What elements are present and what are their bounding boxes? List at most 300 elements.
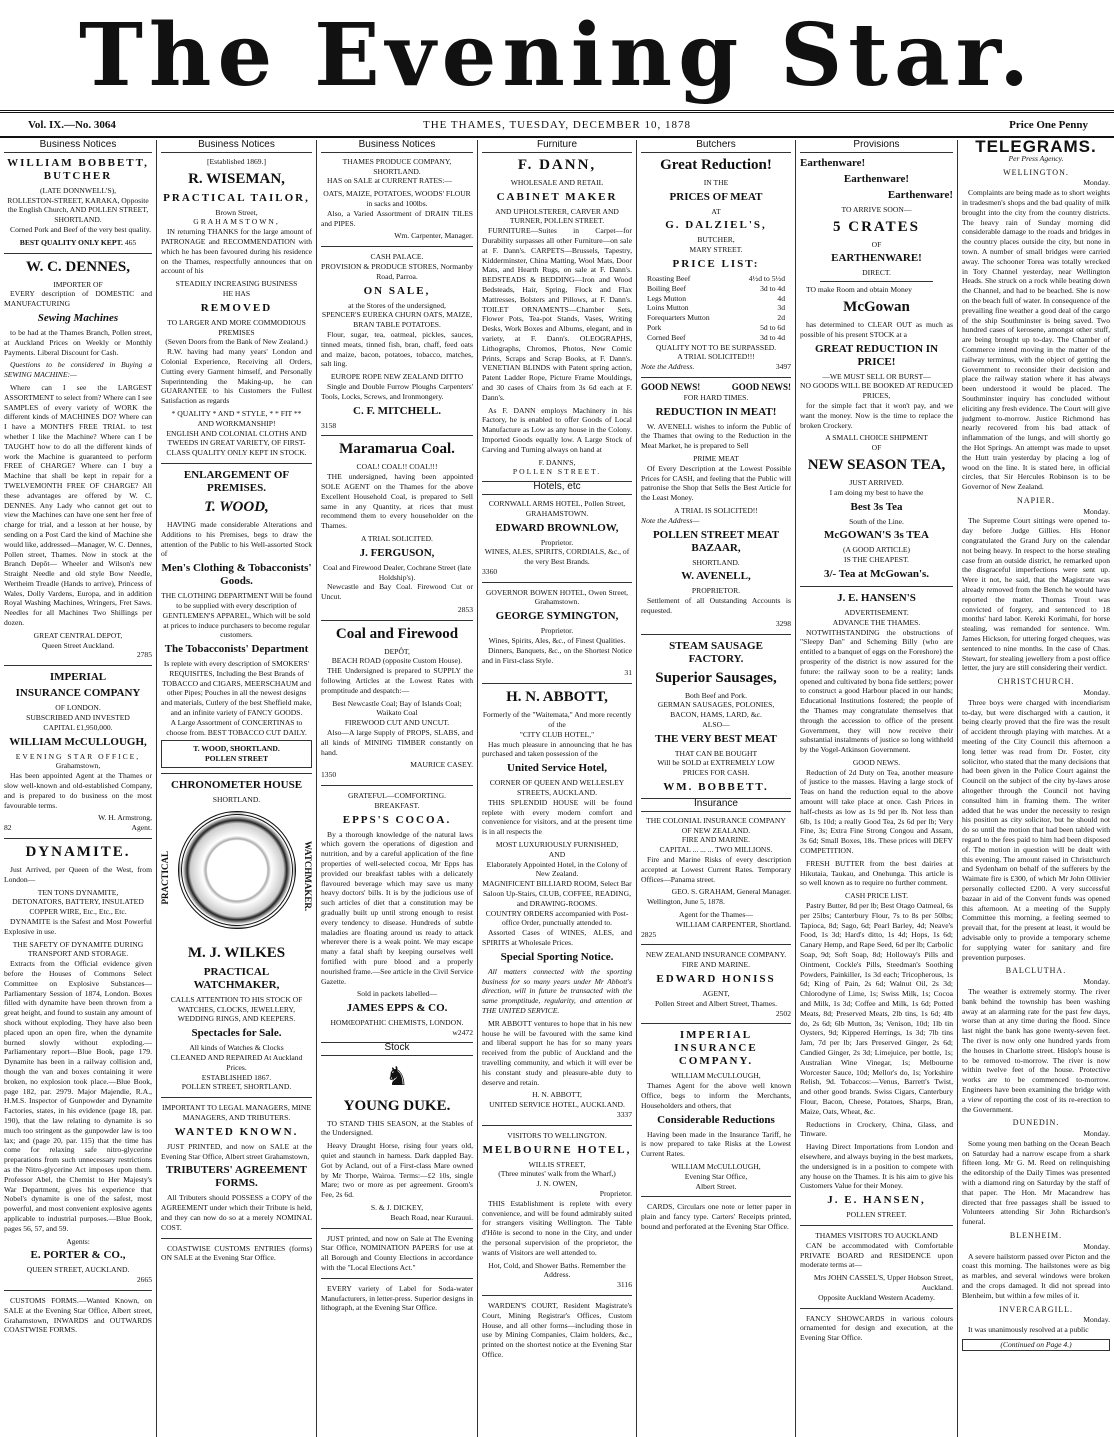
newspaper-title: The Evening Star.: [78, 5, 1036, 106]
ad-text: Pastry Butter, 8d per lb; Best Otago Oatmeal, 6s per 25lbs; Canterbury Flour, 7s to 8s per 50lbs; Tapioca, 8d; Sago, 6d; Pearl Barley, 4d; Neave's Food, 1s 3d; Hard's ditto, 1s 4d; Hops, 1s 6d; Canary Hemp, and Rape Seed, 6d per lb; Carbolic Soap, 9d; Soft Soap, 8d; Holloway's Pills and Ointment, Cockle's Pills, Steedman's Soothing Powders, Painkiller, 1s 3d each; Tricopherous, 1s 6d; King of Pain, 2s 6d; Walnut Oil, 2s 3d; Chlorodyne of Lime, 1s; Swiss Milk, 1s; Cocoa and Milk, 1s 3d; Coffee and Milk, 1s 6d; Potted Meats, 8d; Preserved Meats, 2lb tins, 1s 6d; 4lb do, 2s 6d; 6lb Mutton, 3s; Venison, 10d; 1lb tin Oysters, 9d; Kippered Herrings, 1s 3d; 7lb tins Jam, 7d per lb; Jars Preserved Ginger, 2s 6d; Candied Ginger, 2s 3d; Limejuice, per bottle, 1s; Australian Wine Vinegar, 1s; Melbourne Worcester Sauce, 10d; Mellor's do, 1s; Yorkshire Relish, 9d. Tobaccos:—Venus, Barrett's Twist, and other good brands. Swiss Cigars, Canterbury Flour, Bacon, Cheese, Potatoes, Sharps, Bran, Maize, Oats, Wheat, &c.: [800, 901, 953, 1116]
continued-note: (Continued on Page 4.): [962, 1339, 1110, 1351]
ad-text: WILLIAM CARPENTER, Shortland.: [675, 919, 791, 929]
ad-heading: IMPERIAL INSURANCE COMPANY.: [674, 1029, 758, 1068]
ad-text: F. DANN'S,: [538, 457, 576, 467]
ad-text: Newcastle and Bay Coal. Firewood Cut or Uncut.: [321, 582, 473, 602]
ad-text: (A GOOD ARTICLE): [842, 545, 911, 555]
ad-text: Agent.: [131, 823, 152, 833]
ad-heading: McGOWAN'S 3s TEA: [824, 529, 929, 542]
ad-heading: Men's Clothing & Tobacconists' Goods.: [161, 562, 312, 588]
dateline-day: Monday.: [1083, 506, 1110, 516]
ad-text: Pollen Street and Albert Street, Thames.: [655, 998, 777, 1008]
ad-text: Single and Double Furrow Ploughs Carpenters' Tools, Locks, Screws, and Ironmongery.: [321, 381, 473, 401]
section-head: Business Notices: [4, 140, 152, 153]
ad-text: Reductions in Crockery, China, Glass, and Tinware.: [800, 1119, 953, 1139]
ad-text: QUEEN STREET, AUCKLAND.: [26, 1265, 130, 1275]
dateline-place: CHRISTCHURCH.: [997, 677, 1075, 687]
ad-text: THE COLONIAL INSURANCE COMPANY OF NEW ZEALAND.: [646, 815, 786, 835]
watchmaker-label: WATCHMAKER.: [303, 840, 313, 911]
ad-heading: J. E. HANSEN'S: [837, 591, 916, 604]
ad-text: Questions to be considered in Buying a SEWING MACHINE:—: [4, 360, 152, 380]
ad-text: I am doing my best to have the: [829, 487, 924, 497]
ad-heading: DYNAMITE.: [25, 844, 131, 861]
ad-text: "CITY CLUB HOTEL,": [519, 729, 595, 739]
ad-text: JUST ARRIVED.: [849, 477, 904, 487]
ad-heading: JAMES EPPS & CO.: [346, 1002, 448, 1015]
ad-text: WILLIS STREET,: [528, 1159, 586, 1169]
ad-text: SHORTLAND.: [212, 795, 261, 805]
ad-text: BREAKFAST.: [374, 800, 420, 810]
ad-text: Has much pleasure in announcing that he has purchased and taken possession of the: [482, 739, 632, 759]
ad-text: ALSO—: [702, 719, 730, 729]
ad-text: CARDS, Circulars one note or letter paper in plain and fancy type. Carters' Receipts printed, bound and perforated at the Evening Star Office.: [641, 1202, 791, 1231]
ad-text: ESTABLISHED 1867.: [201, 1072, 272, 1082]
ad-text: * QUALITY * AND * STYLE, * * FIT **: [171, 408, 302, 418]
ad-text: HAS on SALE at CURRENT RATES:—: [327, 176, 452, 186]
ad-text: MARY STREET.: [689, 245, 743, 255]
ad-text: Also—A large Supply of PROPS, SLABS, and all kinds of MINING TIMBER constantly on hand.: [321, 728, 473, 757]
ad-text: Best Newcastle Coal; Bay of Islands Coal; Waikato Coal: [332, 698, 462, 718]
ad-text: IS THE CHEAPEST.: [844, 555, 909, 565]
ad-text: Both Beef and Pork.: [684, 690, 747, 700]
ad-heading: H. N. ABBOTT,: [506, 689, 608, 706]
ad-text: GEO. S. GRAHAM, General Manager.: [671, 887, 791, 897]
ad-heading: Sewing Machines: [37, 311, 119, 324]
ad-text: SUBSCRIBED AND INVESTED: [26, 713, 130, 723]
ad-text: THAMES VISITORS TO AUCKLAND: [815, 1230, 938, 1240]
ad-heading: W. AVENELL,: [681, 570, 751, 583]
ad-heading: Coal and Firewood: [335, 625, 459, 642]
ad-text: Proprietor.: [540, 626, 574, 636]
ad-heading: The Tobacconists' Department: [164, 643, 309, 656]
ad-text: THIS Establishment is replete with every convenience, and will be found admirably suited for strangers visiting Wellington. The Table d'Hôte is second to none in the City, and under the personal supervision of the proprietor, the wants of Visitors are well attended to.: [482, 1198, 632, 1257]
price-value: 3d to 4d: [760, 283, 785, 293]
ad-heading: PRACTICAL WATCHMAKER,: [193, 965, 280, 991]
article-text: Complaints are being made as to short weights in tradesmen's shops and the bad quality of milk brought into the city from the country districts. The heavy rain of Sunday morning did considerable damage to the roads and bridges in the country places outside the city, but none in town. A number of small bridges were carried away. The schooner Torea was totally wrecked in Tory Channel yesterday, near Wellington Heads. She struck on a rock while beating down the Channel, and had to be beached. She is now on the beach full of water. In consequence of the prevailing fine weather a good deal of the cargo of the ship Southminster is being saved. Two hundred cases of kerosene, amongst other stuff, are being brought up to-day. The Chamber of Commerce intend moving in the matter of the railway terminus, with the object of getting the Government to reconsider their decision and place the railway station where it has always been understood it would be placed. The Southminster inquiry has concluded without eliciting any fresh evidence. The Court will give judgment to-morrow. Justice Richmond has nearly recovered from his bad attack of inflammation of the lungs, and will shortly go the Hot Springs. An attempt was made to upset the Hutt train yesterday by placing a log of wood on the line. It is stated here, in official circles, that Sir Hercules Robinson is to be Governor of New Zealand.: [962, 188, 1110, 492]
ad-heading: GREAT REDUCTION IN PRICE!: [814, 342, 939, 368]
press-agency: Per Press Agency.: [1008, 153, 1064, 163]
article-text: It was unanimously resolved at a public: [968, 1325, 1089, 1335]
ad-text: THAT CAN BE BOUGHT: [674, 748, 758, 758]
ad-heading: INSURANCE COMPANY: [15, 687, 141, 700]
ad-text: DETONATORS, BATTERY, INSULATED COPPER WIRE, Etc., Etc., Etc.: [12, 897, 144, 917]
ad-text: Is replete with every description of SMOKERS' REQUISITES, Including the Best Brands of TOBACCO and CIGARS, MEERSCHAUM and other Pipes; Pouches in all the newest designs and materials, Cutlery of the best Sheffield make, and an infinite variety of FANCY GOODS.: [161, 659, 312, 718]
price-value: 4½d to 5½d: [748, 273, 785, 283]
ad-heading: Earthenware!: [887, 188, 953, 201]
ad-text: CORNWALL ARMS HOTEL, Pollen Street, GRAHAMSTOWN.: [488, 498, 626, 518]
ad-text: W. H. Armstrong,: [98, 813, 152, 823]
ad-text: H. N. ABBOTT,: [532, 1090, 582, 1100]
ad-text: NOTWITHSTANDING the obstructions of "Sleepy Dan" and Scheming Billy (who are entitled to a banquet of eggs on the Foreshore) the prosperity of the district is now assured for the future: the railway soon to be a reality; lands opened and cultivated by bona fide settlers; power to construct a good Harbour placed in our hands; Educational Institutions fostered; the people of the Thames may congratulate themselves that through the accession to office of the present Government, they will now receive their substantial instalments of justice so long withheld by the Vogel-Atkinson Government.: [800, 627, 953, 755]
ad-text: DIRECT.: [862, 268, 891, 278]
ad-text: OF: [871, 239, 882, 249]
ad-text: EVENING STAR OFFICE,: [15, 751, 141, 761]
ad-number: 2665: [136, 1275, 152, 1285]
ad-text: Grahamstown,: [55, 761, 101, 771]
ad-text: (LATE DONNWELL'S),: [39, 185, 117, 195]
ad-number: 3337: [616, 1109, 632, 1119]
ad-number: 465: [124, 237, 137, 247]
ad-text: CAN be accommodated with Comfortable PRIVATE BOARD and RESIDENCE upon moderate terms at—: [800, 1240, 953, 1270]
ad-heading: R. WISEMAN,: [188, 170, 285, 187]
ad-heading: EDWARD HONISS: [656, 973, 776, 986]
ad-text: IMPORTER OF: [53, 279, 103, 289]
ad-heading: T. WOOD,: [193, 744, 229, 754]
ad-heading: W. C. DENNES,: [25, 258, 131, 275]
ad-number: 1350: [321, 770, 337, 780]
dateline-place: DUNEDIN.: [1012, 1118, 1060, 1128]
ad-text: FRESH BUTTER from the best dairies at Hikutaia, Taukau, and Onehunga. This article is so well known as to require no further comment.: [800, 858, 953, 888]
masthead: [0, 0, 1114, 110]
ad-text: POLLEN STREET.: [512, 467, 602, 477]
ad-heading: CHRONOMETER HOUSE: [170, 779, 303, 792]
ad-text: Dinners, Banquets, &c., on the Shortest Notice and in First-class Style.: [482, 645, 632, 665]
ad-text: HOMŒOPATHIC CHEMISTS, LONDON.: [330, 1018, 464, 1028]
ad-number: 3497: [775, 362, 791, 372]
dateline: [0, 110, 1114, 138]
ad-text: QUALITY NOT TO BE SURPASSED.: [655, 342, 777, 352]
ad-heading: E. PORTER & CO.,: [30, 1249, 126, 1262]
ad-heading: G. DALZIEL'S,: [665, 219, 767, 232]
ad-text: AND WORKMANSHIP!: [197, 418, 276, 428]
ad-text: WILLIAM McCULLOUGH,: [671, 1162, 761, 1171]
ad-text: Having Direct Importations from London and elsewhere, and always buying in the best markets, the undersigned is in a position to compete with any house on the Thames. It is his aim to give his Customers Value for their Money.: [800, 1142, 953, 1191]
price-value: 2d: [777, 313, 785, 323]
ad-text: Heavy Draught Horse, rising four years old, quiet and staunch in harness. Dark dappled Bay. Got by Acland, out of a First-class Mare owned by Mr Thorpe, Wairoa. Terms:—£2 10s, single Mare; two or more as per agreement. Groom's Fee, 2s 6d.: [321, 1141, 473, 1200]
ad-heading: NEW SEASON TEA,: [807, 456, 946, 473]
ad-text: ADVERTISEMENT.: [844, 607, 909, 617]
ad-text: FANCY SHOWCARDS in various colours ornamented for design and execution, at the Evening Star Office.: [800, 1313, 953, 1343]
ad-text: CASH PRICE LIST.: [845, 891, 908, 901]
ad-heading: THE VERY BEST MEAT: [655, 732, 777, 745]
dateline-place: INVERCARGILL.: [998, 1304, 1074, 1314]
ad-text: A SMALL CHOICE SHIPMENT: [825, 433, 928, 443]
section-head: Stock: [321, 1042, 473, 1056]
ad-text: GERMAN SAUSAGES, POLONIES,: [657, 700, 775, 710]
ad-heading: REDUCTION IN MEAT!: [655, 405, 777, 418]
ad-text: PROVISION & PRODUCE STORES, Normanby Road, Parroa.: [321, 261, 473, 281]
ad-text: Fire and Marine Risks of every description accepted at Lowest Current Rates. Temporary Offices—Panama street.: [641, 855, 791, 884]
ad-text: at the Stores of the undersigned,: [348, 300, 446, 310]
ad-text: ENGLISH AND COLONIAL CLOTHS AND TWEEDS IN GREAT VARIETY, OF FIRST-CLASS QUALITY ONLY KEPT IN STOCK.: [166, 428, 307, 458]
ad-text: JUST printed, and now on Sale at The Evening Star Office, NOMINATION PAPERS for use at all Borough and County Elections in accordance with the "Local Elections Act.": [321, 1233, 473, 1272]
ad-text: —WE MUST SELL OR BURST—: [822, 371, 931, 381]
price-item: Forequarters Mutton: [647, 313, 710, 323]
ad-text: WILLIAM McCULLOUGH,: [671, 1071, 761, 1081]
ad-text: COAL! COAL!! COAL!!!: [356, 462, 438, 472]
ad-heading: F. DANN,: [517, 156, 597, 173]
ad-heading: MELBOURNE HOTEL,: [482, 1143, 632, 1156]
ad-text: Wines, Spirits, Ales, &c., of Finest Qualities.: [488, 636, 626, 646]
ad-text: EUROPE ROPE NEW ZEALAND DITTO: [330, 372, 464, 382]
ad-text: TO STAND THIS SEASON, at the Stables of the Undersigned.: [321, 1118, 473, 1138]
ad-text: IMPORTANT TO LEGAL MANAGERS, MINE MANAGERS, AND TRIBUTERS.: [161, 1103, 312, 1123]
ad-text: GRAHAMSTOWN,: [193, 217, 280, 227]
dateline-day: Monday.: [1083, 1241, 1110, 1251]
ad-text: Agents:: [66, 1236, 90, 1246]
price-row: [641, 284, 791, 294]
price-item: Boiling Beef: [647, 283, 687, 293]
ad-text: CALLS ATTENTION TO HIS STOCK OF WATCHES, CLOCKS, JEWELLERY, WEDDING RINGS, AND KEEPERS.: [170, 994, 303, 1024]
dateline-day: Monday.: [1083, 688, 1110, 698]
column-1: [0, 140, 157, 1437]
price-item: Roasting Beef: [647, 273, 691, 283]
price-row: [641, 333, 791, 343]
ad-heading: STEAM SAUSAGE FACTORY.: [669, 639, 763, 665]
ad-heading: Earthenware!: [843, 172, 910, 185]
ad-text: A TRIAL IS SOLICITED!!: [674, 505, 758, 515]
price-row: [641, 274, 791, 284]
ad-text: A TRIAL SOLICITED!!!: [677, 352, 755, 362]
price-value: 3d to 4d: [760, 332, 785, 342]
ad-heading: GEORGE SYMINGTON,: [495, 610, 619, 623]
ad-text: Wm. Carpenter, Manager.: [394, 231, 473, 241]
dateline-day: Monday.: [1083, 977, 1110, 987]
ad-text: WINES, ALES, SPIRITS, CORDIALS, &c., of the very Best Brands.: [484, 547, 630, 567]
ad-heading: T. WOOD,: [204, 498, 269, 515]
ad-text: UNITED SERVICE HOTEL, AUCKLAND.: [489, 1100, 625, 1110]
ad-heading: ON SALE,: [363, 284, 431, 297]
ad-text: POLLEN STREET: [204, 754, 269, 764]
ad-text: By a thorough knowledge of the natural laws which govern the operations of digestion and nutrition, and by a careful application of the fine properties of well-selected cocoa, Mr Epps has provided our breakfast tables with a delicately flavoured beverage which may save us many heavy doctors' bills. It is by the judicious use of such articles of diet that a constitution may be gradually built up until strong enough to resist every tendency to disease. Hundreds of subtle maladies are floating around us ready to attack wherever there is a weak point. We may escape many a fatal shaft by keeping ourselves well fortified with pure blood and a properly nourished frame.—See article in the Civil Service Gazette.: [321, 829, 473, 986]
ad-text: JUST PRINTED, and now on SALE at the Evening Star Office, Albert street Grahamstown,: [161, 1141, 312, 1161]
ad-text: ADVANCE THE THAMES.: [832, 617, 921, 627]
ad-text: MOST LUXURIOUSLY FURNISHED,: [495, 840, 619, 850]
ad-text: IN THE: [703, 177, 729, 187]
ad-text: Having been made in the Insurance Tariff, he is now prepared to take Risks at the Lowest Current Rates.: [641, 1129, 791, 1159]
article-text: The weather is extremely stormy. The river bank behind the township has been washing away at an alarming rate for the past few days, worse than at any time during the flood. Since last night the bank has gone twenty-seven feet. The river is now only one hundred yards from the houses in Charlotte street. Hislop's house is to be removed to-morrow. The river is now within twelve feet of the house. Protective works are to be commenced to-morrow. Engineers have been examining the bridge with a view of reporting the cost of its re-erection to the Government.: [962, 986, 1110, 1114]
dateline-place: BALCLUTHA.: [1005, 966, 1067, 976]
ad-heading: PRICE LIST:: [672, 257, 760, 270]
ad-heading: WM. BOBBETT.: [663, 781, 769, 794]
ad-heading: C. F. MITCHELL.: [353, 404, 441, 417]
ad-text: Just Arrived, per Queen of the West, from London—: [4, 865, 152, 884]
ad-text: Settlement of all Outstanding Accounts is requested.: [641, 596, 791, 615]
ad-number: w2472: [452, 1027, 473, 1037]
ad-text: Beach Road, near Kurauui.: [390, 1212, 473, 1222]
ad-text: TO make Room and obtain Money: [806, 285, 912, 295]
ad-text: WARDEN'S COURT, Resident Magistrate's Court, Mining Registrar's Offices, Custom House, and all other forms—including those in use by Mining Companies, Claim holders, &c., printed on the shortest notice at the Evening Star Office.: [482, 1300, 632, 1359]
column-5: [637, 140, 796, 1437]
ad-heading: YOUNG DUKE.: [343, 1097, 451, 1114]
ad-text: has determined to CLEAR OUT as much as possible of his present STOCK at a: [800, 319, 953, 339]
price-row: [641, 313, 791, 323]
ad-text: Reduction of 2d Duty on Tea, another measure of justice to the masses. Having a large stock of Teas on hand the reduction equal to the above amount will take place at once. Cash Prices in half-chests as low as 1s 9d per lb. Not less than 6lb, 1s 10d; a really Good Tea, 2s 6d per lb; Very Fine, 3s; Extra Fine Strong Congou and Assam, 3s 6d; Small Boxes, 18s. These prices will DEFY COMPETITION.: [800, 767, 953, 856]
price-row: [641, 323, 791, 333]
ad-number: 2825: [641, 929, 657, 939]
ad-text: to be had at the Thames Branch, Pollen street, at Auckland Prices on Weekly or Monthly Payments. Liberal Discount for Cash.: [4, 327, 152, 357]
ad-text: CLEANED AND REPAIRED At Auckland Prices.: [170, 1053, 303, 1072]
ad-text: MAURICE CASEY.: [410, 760, 473, 770]
ad-text: A TRIAL SOLICITED.: [361, 533, 433, 543]
ad-text: THE SAFETY OF DYNAMITE DURING TRANSPORT AND STORAGE.: [12, 939, 144, 959]
ad-heading: PRICES OF MEAT: [669, 190, 763, 203]
ad-heading: TRIBUTERS' AGREEMENT FORMS.: [166, 1164, 307, 1190]
ad-heading: EARTHENWARE!: [831, 252, 922, 265]
ad-number: 82: [4, 823, 12, 833]
ad-heading: PRACTICAL TAILOR,: [163, 191, 310, 204]
price-value: 4d: [777, 293, 785, 303]
ad-text: Also, a Varied Assortment of DRAIN TILES and PIPES.: [321, 208, 473, 228]
ad-text: Mrs JOHN CASSEL'S, Upper Hobson Street, Auckland.: [813, 1273, 953, 1292]
ad-heading: EDWARD BROWNLOW,: [495, 521, 619, 534]
ad-heading: M. J. WILKES: [187, 944, 286, 961]
ad-text: BEST QUALITY ONLY KEPT.: [19, 237, 123, 247]
ad-heading: J. E. HANSEN,: [827, 1194, 926, 1207]
wood-box: [161, 740, 312, 768]
ad-heading: Spectacles for Sale.: [191, 1027, 282, 1040]
ad-text: HAVING made considerable Alterations and Additions to his Premises, begs to draw the attention of the Public to his Well-assorted Stock of: [161, 519, 312, 559]
dateline-day: Monday.: [1083, 178, 1110, 188]
column-3: [317, 140, 478, 1437]
ad-number: 2785: [136, 650, 152, 660]
ad-number: 31: [624, 668, 632, 678]
price-value: 5d to 6d: [760, 322, 785, 332]
ad-text: SPENCER'S EUREKA CHURN OATS, MAIZE, BRAN TABLE POTATOES.: [321, 310, 473, 330]
column-7: [958, 140, 1114, 1437]
ad-heading: McGowan: [843, 298, 910, 315]
section-head: Hotels, etc: [482, 481, 632, 495]
ad-heading: REMOVED: [200, 301, 273, 314]
ad-text: Queen Street Auckland.: [41, 640, 115, 650]
columns: [0, 140, 1114, 1437]
ad-text: BEACH ROAD (opposite Custom House).: [331, 656, 463, 666]
ad-text: AT: [711, 206, 721, 216]
ad-heading: ENLARGEMENT OF PREMISES.: [183, 468, 290, 494]
ad-heading: United Service Hotel,: [507, 762, 607, 775]
ad-heading: 5 CRATES: [833, 218, 920, 235]
ad-text: THAMES PRODUCE COMPANY, SHORTLAND.: [342, 156, 452, 176]
ad-heading: EPPS'S COCOA.: [342, 813, 452, 826]
ad-text: POLLEN STREET.: [846, 1210, 907, 1220]
ad-text: GREAT CENTRAL DEPOT,: [33, 630, 123, 640]
ad-heading: IMPERIAL: [49, 671, 107, 684]
ad-text: THE undersigned, having been appointed SOLE AGENT on the Thames for the above Excellent Household Coal, is prepared to Sell same in any Quantity, at rices that must recommend them to every householder on the Thames.: [321, 472, 473, 531]
ad-heading: J. FERGUSON,: [359, 546, 435, 559]
ad-text: BUTCHER,: [697, 235, 735, 245]
ad-text: BACON, HAMS, LARD, &c.: [670, 710, 762, 720]
ad-heading: Superior Sausages,: [655, 669, 777, 686]
ad-text: Formerly of the "Waitemata," And more recently of the: [482, 710, 632, 730]
pocket-watch-icon: [178, 811, 296, 929]
section-head: Butchers: [641, 140, 791, 153]
ad-text: CORNER OF QUEEN AND WELLESLEY STREETS, AUCKLAND.: [489, 778, 625, 798]
ad-heading: WILLIAM McCULLOUGH,: [9, 735, 147, 748]
ad-text: COASTWISE CUSTOMS ENTRIES (forms) ON SALE at the Evening Star Office.: [161, 1243, 312, 1263]
ad-text: THE Undersigned is prepared to SUPPLY the following Articles at the Lowest Rates with promptitude and despatch:—: [321, 666, 473, 695]
ad-text: AND: [548, 849, 566, 859]
ad-text: CASH PALACE.: [370, 252, 424, 262]
section-head: Business Notices: [321, 140, 473, 153]
ad-text: All Tributers should POSSESS a COPY of the AGREEMENT under which their Tribute is held, and they can now do so at a merely NOMINAL COST.: [161, 1193, 312, 1232]
ad-text: GRATEFUL—COMFORTING.: [347, 791, 447, 801]
ad-text: THE CLOTHING DEPARTMENT Will be found to be supplied with every description of GENTLEMEN'S APPAREL, Which will be sold at prices to induce purchasers to become regular customers.: [161, 591, 312, 640]
price-list: [641, 274, 791, 343]
ad-heading: POLLEN STREET MEAT BAZAAR,: [652, 528, 780, 554]
ad-text: (Seven Doors from the Bank of New Zealand.): [165, 337, 308, 347]
ad-text: Assorted Cases of WINES, ALES, and SPIRITS at Wholesale Prices.: [482, 928, 632, 947]
ad-text: Note the Address.: [641, 362, 695, 372]
ad-text: STEADILY INCREASING BUSINESS: [175, 279, 298, 289]
ad-text: FURNITURE—Suites in Carpet—for Durability surpasses all other Furniture—on sale at F. Dann's. CARPETS—Brussels, Tapestry, Kidderminster, China Matting, Wool Mats, Door Mats, and Hearth Rugs, on sale at F. Dann's. BEDSTEADS & BEDDING—Iron and Wood Bedsteads, Hair, Spring, Flock and Flax Mattresses, Bolsters and Pillows, at F. Dann's. TOILET ORNAMENTS—Chamber Sets, Flower Pots, Tea-pot Stands, Vases, Writing Desks, Work Boxes and Albums, elegant, and in variety, at F. Dann's. OLEOGRAPHS, Lithographs, Chromos, Photos, New Comic Prints, Scraps and Scrap Books, at F. Dann's. VENETIAN BLINDS with Patent spring action, Patent Ladder Rope, Picture Frame Mouldings, and 30 cases of Chairs from 3s 6d each at F. Dann's.: [482, 226, 632, 402]
ad-number: 2853: [457, 604, 473, 614]
article-text: Three boys were charged with incendiarism to-day, but were discharged with a caution, it being clearly proved that the fire was the result of accident through playing with matches. At a meeting of the City Council this afternoon a long letter was read from Dr. Foster, city solicitor, who stated that the many decisions that had been given in the Police Court against the Council on the subject of the city by-laws arose altogether through the Council not having consulted him in framing them. The writer added that he was under the necessity to resign his position as city solicitor, but he should not do so until the motion that had been tabled with regard to the fees paid to him had been disposed of. The motion in question will be dealt with this evening. The amount raised in Christchurch and Sydenham on behalf of the sufferers by the Waimate fire is £300, of which Mr John Ollivier personally collected £200. A very successful bazaar in aid of the Convent funds was opened this afternoon. At a meeting of the Supply Committee this morning, a feeling seemed to prevail that, for the present at least, it would be advisable only to provide a temporary scheme for supplying water for sanitary and fire prevention purposes.: [962, 697, 1110, 962]
ad-heading: GOOD NEWS!: [731, 381, 791, 392]
section-head: Business Notices: [161, 140, 312, 153]
ad-text: Sold in packets labelled—: [357, 989, 437, 999]
dateline-place: NAPIER.: [1017, 495, 1055, 505]
ad-text: Flour, sugar, tea, oatmeal, pickles, sauces, tinned meats, tinned fish, bran, chaff, feed oats and maize, bacon, potatoes, tobacco, matches, salt ling.: [321, 329, 473, 369]
ad-text: (Three minutes' walk from the Wharf,): [498, 1169, 616, 1179]
ad-text: OF: [871, 443, 882, 453]
ad-heading: CABINET MAKER: [496, 190, 618, 203]
horse-icon: ♞: [385, 1061, 409, 1091]
ad-text: FOR HARD TIMES.: [683, 392, 749, 402]
ad-text: CUSTOMS FORMS.—Wanted Known, on SALE at the Evening Star Office, Albert street, Grahamstown, INWARDS and OUTWARDS COASTWISE FORMS.: [4, 1295, 152, 1335]
ad-number: 3158: [321, 420, 337, 430]
price-item: Pork: [647, 322, 662, 332]
ad-text: FIRE AND MARINE.: [681, 835, 751, 845]
ad-heading: GOOD NEWS!: [641, 381, 701, 392]
ad-text: [Established 1869.]: [206, 156, 267, 166]
telegrams-heading: TELEGRAMS.: [975, 140, 1097, 156]
ad-number: 3360: [482, 566, 498, 576]
price-item: Corned Beef: [647, 332, 686, 342]
ad-text: Has been appointed Agent at the Thames or slow well-known and old-established Company, and is prepared to do business on the most favourable terms.: [4, 771, 152, 810]
ad-text: Where can I see the LARGEST ASSORTMENT to select from? Where can I see SAMPLES of every variety of WORK the different kinds of MACHINES DO? Where can I have a MONTH'S FREE TRIAL to test whether I like the Machine? Where can I be TAUGHT how to do all the different kinds of work the Machine is guaranteed to perform FREE of CHARGE? Where can I buy a Machine that shall be kept in repair for a TWELVEMONTH FREE OF CHARGE? All these advantages are offered by W. C. DENNES. Any Lady who cannot get out to view the Machines can have one sent her free of charge for trial, and a lesson at her house, by sending on a Post Card the kind of Machine she would like, addressed—Manager, W. C. Dennes, Pollen street, Thames. Now in stock at the Branch Depôt— Wheeler and Wilson's new Straight Needle and old style Bow Needle, Wertheim Treadle (Hands to arrive), Princess of Wales, Dolly Vardens, Europa, and in addition Royal Washing Machines, Wringers, Fret Saws. Needles for all Machines Two Shillings per dozen.: [4, 382, 152, 628]
ad-text: PRICES FOR CASH.: [682, 768, 750, 778]
ad-heading: Best 3s Tea: [850, 500, 903, 513]
ad-text: Albert Street.: [695, 1181, 737, 1191]
ad-text: Hot, Cold, and Shower Baths. Remember the Address.: [488, 1260, 626, 1280]
ad-text: Corned Pork and Beef of the very best quality.: [10, 224, 152, 234]
ad-number: 3116: [617, 1280, 632, 1290]
ad-text: FIREWOOD CUT AND UNCUT.: [344, 718, 450, 728]
ad-text: Of Every Description at the Lowest Possible Prices for CASH, and feeling that the Public will patronise the Shop that Sells the Best Article for the Least Money.: [641, 463, 791, 503]
ad-text: Will be SOLD at EXTREMELY LOW: [657, 758, 775, 768]
ad-text: FIRE AND MARINE.: [681, 960, 751, 970]
price-row: [641, 294, 791, 304]
article-text: The Supreme Court sittings were opened to-day before Judge Gillies. His Honor congratulated the Grand Jury on the calendar not being heavy. In respect to the horse stealing case from an outside district, he remarked upon the disgraceful imperfections were sent up. Were it not, he said, that the Magistrate was already removed from the Bench he would have reported the matter. Thomas Trout was convicted of forgery, and sentenced to 18 months' hard labor. Kereki Korimahi, for horse stealing, was remanded for sentence. Wm. James Hickson, for uttering forged cheques, was sentenced to nine months. In the case of Chas. Stewart, for stealing jewellery from a post office letter, the jury are still considering their verdict.: [962, 516, 1110, 673]
ad-text: J. N. OWEN,: [536, 1179, 578, 1189]
ad-text: PRIME MEAT: [693, 453, 739, 463]
ad-text: S. & J. DICKEY,: [370, 1202, 424, 1212]
ad-text: As F. DANN employs Machinery in his Factory, he is enabled to offer Goods of Local Manufacture as Low as any house in the Colony. Imported Goods equally low. A Large Stock of Carving and Turning always on hand at: [482, 405, 632, 454]
volume-number: Vol. IX.—No. 3064: [28, 119, 116, 131]
ad-text: Elaborately Appointed Hotel, in the Colony of New Zealand.: [486, 859, 628, 879]
ad-text: Brown Street,: [215, 207, 258, 217]
ad-text: PROPRIETOR.: [691, 586, 741, 596]
ad-text: Agent for the Thames—: [679, 910, 753, 920]
ad-text: Extracts from the Official evidence given before the Houses of Commons Select Committee on Explosive Substances—Parliamentary Session of 1874, London. Boxes filled with dynamite have been thrown from a great height, and found to sustain any amount of shock without exploding. They have also been placed upon an open fire, when the dynamite burned slowly without exploding.—Parliamentary report—Blue Book, page 179. Dynamite has been in a railway collision and, though the van and boxes containing it were broken, no explosion took place.—Blue Book, page 182, par. 2979. Major Majendie, R.A., H.M.S. Inspector of Gunpowder and Dynamite Factories, states, in his evidence (page 18, par. 190), that the law relating to dynamite is so much too stringent as the gunpowder law is too lax; and (page 20, par. 115) that the time has come for relaxing safe nitro-glycerine preparations from such unnecessary restrictions as the Nitro-glycerine Act imposes upon them. Professor Abel, the Chemist to Her Majesty's War Department, gives his experience that Nobel's dynamite is one of the safest, most powerful, and most convenient explosive agents applicable to industrial purposes.—Blue Book, pages 56, 57, and 59.: [4, 959, 152, 1233]
ad-text: IN returning THANKS for the large amount of PATRONAGE and RECOMMENDATION with which he has been favoured during his residence on the Thames, respectfully announces that on account of his: [161, 227, 312, 276]
ad-text: Note the Address—: [641, 515, 700, 525]
ad-text: for the simple fact that it won't pay, and we want the money. Now is the time to replace the broken Crockery.: [800, 400, 953, 430]
price: Price One Penny: [1009, 119, 1088, 131]
ad-text: All kinds of Watches & Clocks: [189, 1043, 284, 1053]
ad-text: Thames Agent for the above well known Office, begs to inform the Merchants, Householders and others, that: [641, 1081, 791, 1110]
ad-heading: Earthenware!: [800, 156, 866, 169]
ad-heading: Maramarua Coal.: [339, 441, 455, 458]
ad-text: HE HAS: [222, 288, 251, 298]
ad-text: Coal and Firewood Dealer, Cochrane Street (late Holdship's).: [323, 562, 471, 582]
ad-text: CAPITAL £1,950,000.: [43, 722, 113, 732]
ad-heading: SHORTLAND.: [230, 744, 280, 754]
section-head: Furniture: [482, 140, 632, 153]
ad-text: SHORTLAND.: [692, 557, 740, 567]
ad-text: AGENT,: [702, 989, 730, 999]
column-4: [478, 140, 637, 1437]
